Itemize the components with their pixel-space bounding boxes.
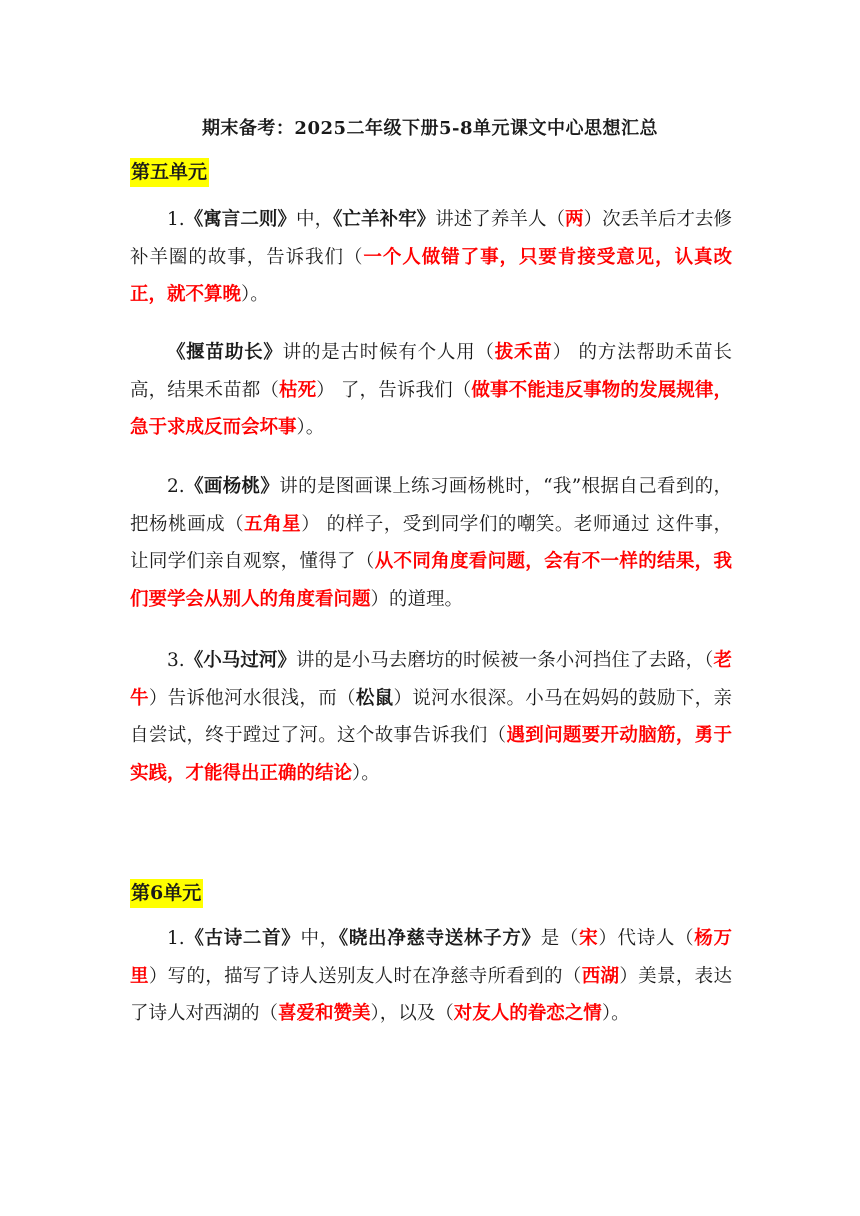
text: ） 了，告诉我们（ [316,379,472,401]
answer: 喜爱和赞美 [278,1003,371,1024]
text: ）代诗人（ [598,928,695,949]
item-number: 2. [167,476,185,497]
answer: 松鼠 [355,687,394,709]
text: ）写的，描写了诗人送别友人时在净慈寺所看到的（ [148,965,582,987]
answer: 老牛 [130,650,732,709]
answer: 枯死 [279,379,317,401]
unit-5-item-1b-paragraph [130,334,732,447]
text: ） 的方法帮助禾苗长高，结果禾苗都（ [130,342,732,401]
answer: 拔禾苗 [494,342,553,363]
book-title: 《古诗二首》 [184,928,301,949]
poem-title: 《晓出净慈寺送林子方》 [338,928,541,949]
item-number: 1. [167,928,185,949]
answer: 两 [565,209,584,230]
story-title: 《画杨桃》 [184,476,280,497]
document-title: 期末备考：2025二年级下册5-8单元课文中心思想汇总 [201,118,659,139]
text: 讲的是图画课上练习画杨桃时，“我”根据自己看到的，把杨桃画成（ [130,476,732,535]
answer: 一个人做错了事，只要肯接受意见，认真改正，就不算晚 [130,246,732,305]
unit-5-item-3-paragraph [130,642,732,792]
text: 中， [300,928,339,949]
answer: 做事不能违反事物的发展规律，急于求成反而会坏事 [130,379,732,438]
text: 讲的是古时候有个人用（ [282,342,495,363]
book-title: 《寓言二则》 [184,209,297,230]
text: ）。 [241,284,269,305]
answer: 五角星 [244,513,302,535]
story-title: 《揠苗助长》 [167,342,283,363]
unit-6-heading: 第6单元 [130,879,203,908]
text: 讲述了养羊人（ [435,209,566,230]
answer: 杨万里 [130,928,732,987]
story-title: 《小马过河》 [184,650,297,671]
text: 是（ [540,928,580,949]
answer: 西湖 [581,965,620,987]
text: ）说河水很深。小马在妈妈的鼓励下，亲自尝试，终于蹚过了河。这个故事告诉我们（ [130,687,732,746]
answer: 从不同角度看问题，会有不一样的结果，我们要学会从别人的角度看问题 [130,551,732,610]
text: ）美景，表达了诗人对西湖的（ [130,965,732,1024]
text: ）。 [352,762,380,784]
text: ）的道理。 [370,588,464,610]
text: ）。 [296,417,325,438]
text: ）次丢羊后才去修补羊圈的故事，告诉我们（ [130,209,732,268]
answer: 对友人的眷恋之情 [453,1003,602,1024]
unit-5-item-2-paragraph [130,468,732,618]
unit-5-item-1-paragraph [130,201,732,314]
answer: 宋 [579,928,599,949]
unit-6-item-1-paragraph [130,920,732,1033]
unit-5-heading: 第五单元 [130,158,209,187]
story-title: 《亡羊补牢》 [333,209,436,230]
text: ） 的样子，受到同学们的嘲笑。老师通过 这件事，让同学们亲自观察，懂得了（ [130,513,732,572]
text: ）。 [601,1003,630,1024]
item-number: 3. [167,650,185,671]
text: 讲的是小马去磨坊的时候被一条小河挡住了去路，（ [296,650,714,671]
text: ）告诉他河水很浅，而（ [148,687,356,709]
text: ），以及（ [370,1003,454,1024]
answer: 遇到问题要开动脑筋，勇于实践，才能得出正确的结论 [130,725,732,784]
text: 中， [296,209,334,230]
item-number: 1. [167,209,185,230]
